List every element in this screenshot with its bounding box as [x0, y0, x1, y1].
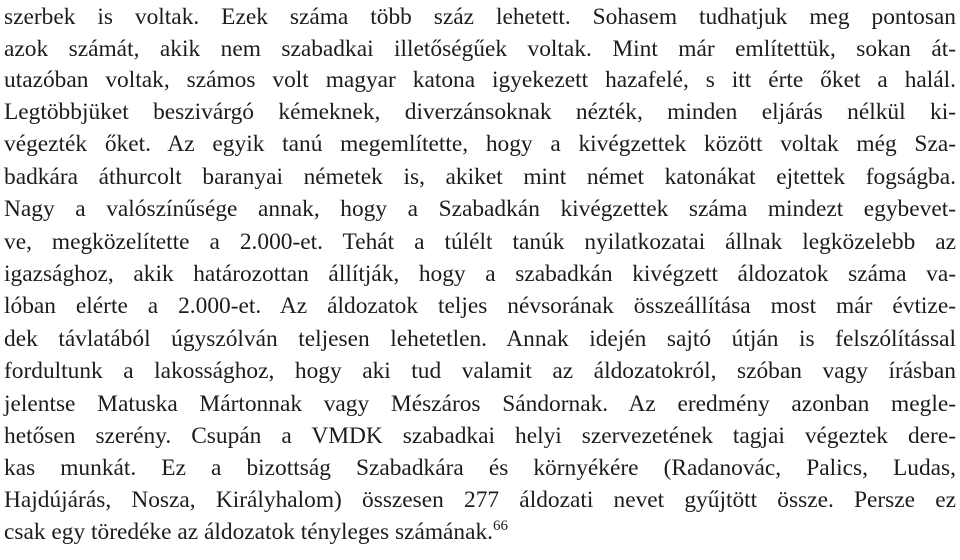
text-line-8: ve, megközelítette a 2.000-et. Tehát a túlélt tanúk nyilatkozatai állnak legközelebb az: [4, 229, 956, 255]
document-page: [4, 0, 956, 560]
text-line-16: Hajdújárás, Nosza, Királyhalom) összesen 277 áldozati nevet gyűjtött össze. Persze ez: [4, 487, 956, 513]
text-line-6: badkára áthurcolt baranyai németek is, akiket mint német katonákat ejtettek fogságba.: [4, 164, 956, 190]
text-line-10: lóban elérte a 2.000-et. Az áldozatok teljes névsorának összeállítása most már évtize-: [4, 293, 956, 319]
last-line-text: csak egy töredéke az áldozatok tényleges számának.: [4, 519, 494, 545]
text-line-9: igazsághoz, akik határozottan állítják, hogy a szabadkán kivégzett áldozatok száma va-: [4, 261, 956, 287]
text-line-5: végezték őket. Az egyik tanú megemlítette, hogy a kivégzettek között voltak még Sza-: [4, 131, 956, 157]
text-line-12: fordultunk a lakossághoz, hogy aki tud valamit az áldozatokról, szóban vagy írásban: [4, 358, 956, 384]
text-line-15: kas munkát. Ez a bizottság Szabadkára és környékére (Radanovác, Palics, Ludas,: [4, 455, 956, 481]
text-line-13: jelentse Matuska Mártonnak vagy Mészáros Sándornak. Az eredmény azonban megle-: [4, 391, 956, 417]
text-line-1: szerbek is voltak. Ezek száma több száz lehetett. Sohasem tudhatjuk meg pontosan: [4, 4, 956, 30]
footnote-reference[interactable]: 66: [493, 518, 509, 535]
text-line-7: Nagy a valószínűsége annak, hogy a Szabadkán kivégzettek száma mindezt egybevet-: [4, 196, 956, 222]
text-line-14: hetősen szerény. Csupán a VMDK szabadkai helyi szervezetének tagjai végeztek dere-: [4, 423, 956, 449]
text-line-3: utazóban voltak, számos volt magyar katona igyekezett hazafelé, s itt érte őket a halál.: [4, 67, 956, 93]
text-line-11: dek távlatából úgyszólván teljesen lehetetlen. Annak idején sajtó útján is felszólítással: [4, 326, 956, 352]
text-line-4: Legtöbbjüket beszivárgó kémeknek, diverzánsoknak nézték, minden eljárás nélkül ki-: [4, 99, 956, 125]
text-line-2: azok számát, akik nem szabadkai illetőségűek voltak. Mint már említettük, sokan át-: [4, 36, 956, 62]
text-line-17: [4, 519, 956, 546]
